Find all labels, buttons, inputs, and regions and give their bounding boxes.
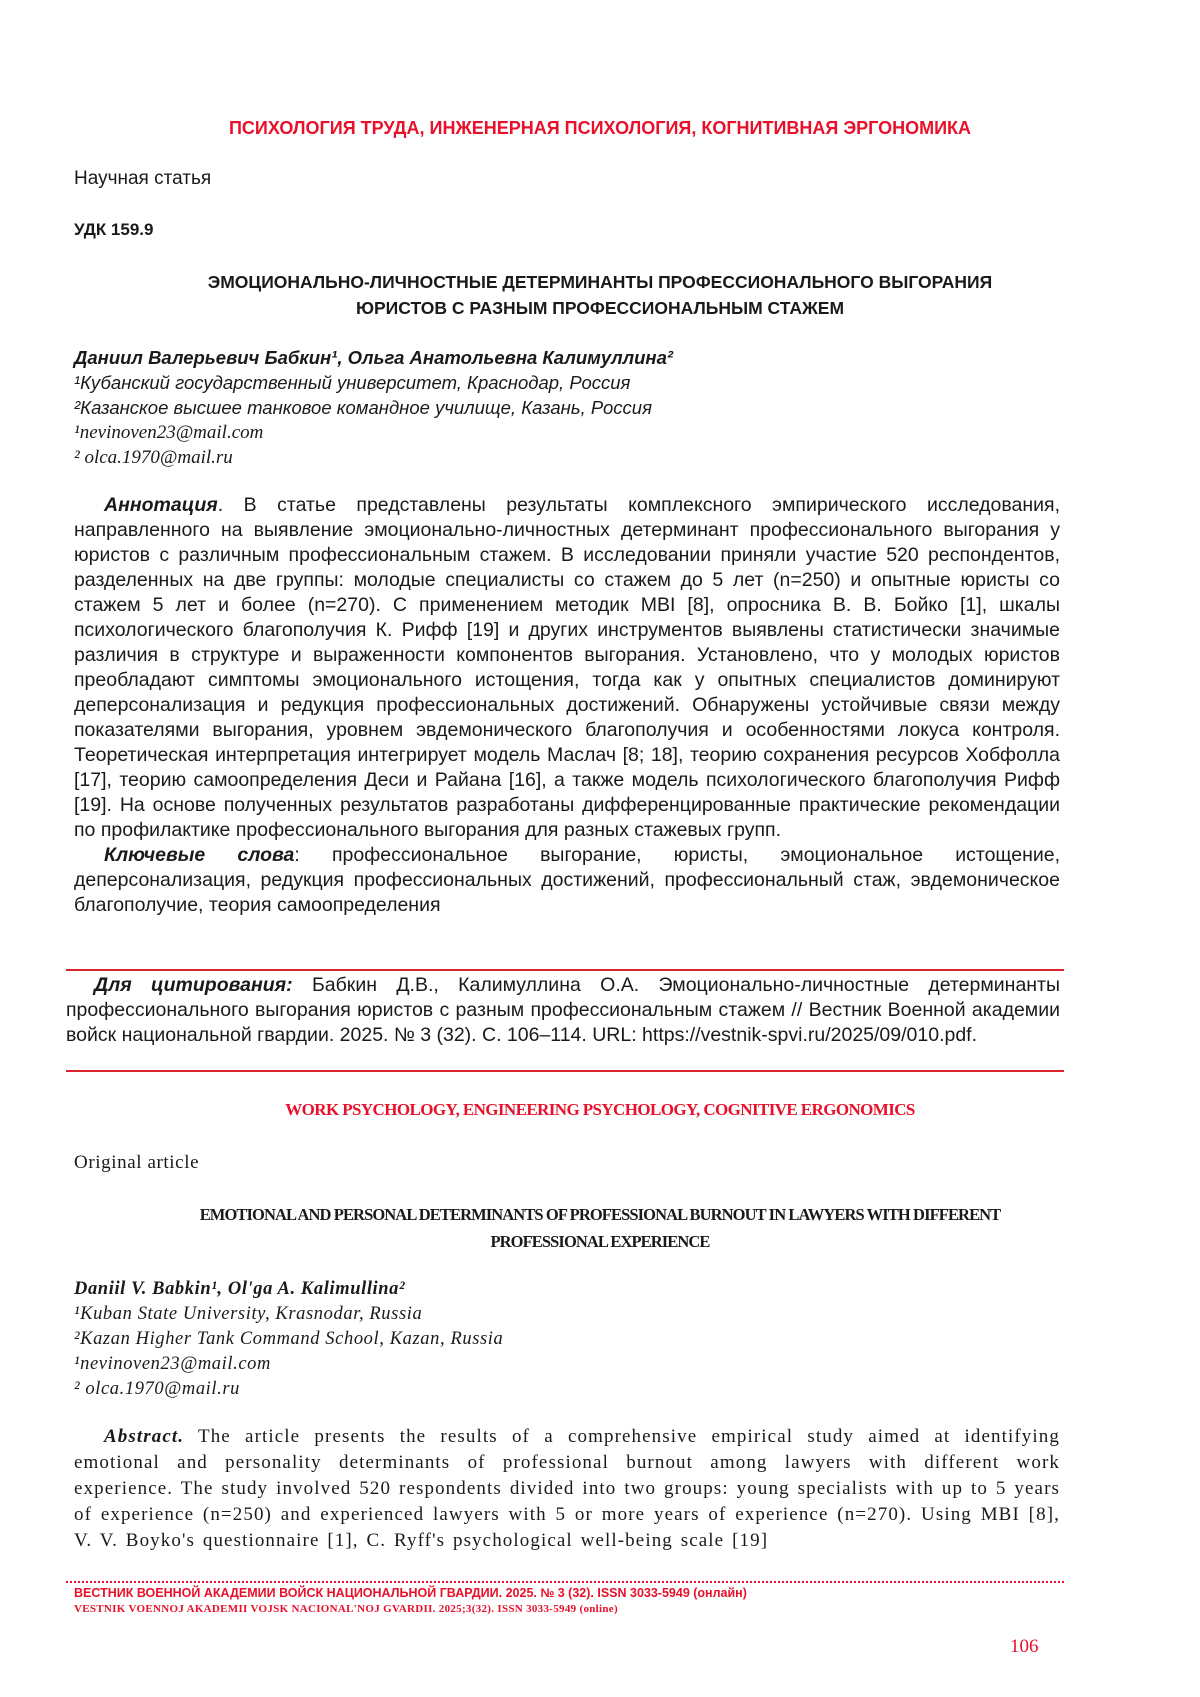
divider-top [66,969,1064,971]
footer-journal-en: VESTNIK VOENNOJ AKADEMII VOJSK NACIONAL'NOJ GVARDII. 2025;3(32). ISSN 3033-5949 (online) [74,1603,618,1615]
footer-divider [66,1581,1064,1583]
abstract-en [74,1424,1060,1554]
section-heading-en: WORK PSYCHOLOGY, ENGINEERING PSYCHOLOGY, COGNITIVE ERGONOMICS [285,1100,915,1119]
keywords-text: : профессиональное выгорание, юристы, эмоциональное истощение, деперсонализация, редукция профессиональных достижений, профессиональный стаж, эвдемоническое благополучие, теория самоопределения [74,844,1061,916]
email-2-en: ² olca.1970@mail.ru [74,1379,241,1399]
authors-ru: Даниил Валерьевич Бабкин¹, Ольга Анатольевна Калимуллина² [74,347,674,368]
affiliation-2-en: ²Kazan Higher Tank Command School, Kazan, Russia [74,1329,504,1349]
abstract-ru [74,493,1060,918]
keywords-label: Ключевые слова [104,844,295,866]
affiliation-1-en: ¹Kuban State University, Krasnodar, Russia [74,1304,423,1324]
abstract-label-ru: Аннотация [104,494,218,516]
affiliation-1-ru: ¹Кубанский государственный университет, Краснодар, Россия [74,372,631,393]
article-title-ru [60,269,1140,321]
authors-en: Daniil V. Babkin¹, Ol'ga A. Kalimullina² [74,1279,406,1299]
authors-block-en [74,1277,503,1402]
divider-bottom [66,1070,1064,1072]
title-line-1: ЭМОЦИОНАЛЬНО-ЛИЧНОСТНЫЕ ДЕТЕРМИНАНТЫ ПРОФЕССИОНАЛЬНОГО ВЫГОРАНИЯ [207,272,993,292]
section-heading-ru: ПСИХОЛОГИЯ ТРУДА, ИНЖЕНЕРНАЯ ПСИХОЛОГИЯ, КОГНИТИВНАЯ ЭРГОНОМИКА [228,118,972,138]
title-line-2-en: PROFESSIONAL EXPERIENCE [490,1232,710,1251]
article-type-ru: Научная статья [74,168,212,189]
abstract-text-en: The article presents the results of a comprehensive empirical study aimed at identifying emotional and personality determinants of professional burnout among lawyers with different work experience. The study involved 520 respondents divided into two groups: young specialists with up to 5 years of experience (n=250) and experienced lawyers with 5 or more years of experience (n=270). Using MBI [8], V. V. Boyko's questionnaire [1], C. Ryff's psychological well-being scale [19] [74,1426,1060,1551]
abstract-text-ru: . В статье представлены результаты комплексного эмпирического исследования, направленного на выявление эмоционально-личностных детерминант профессионального выгорания у юристов с различным профессиональным стажем. В исследовании приняли участие 520 респондентов, разделенных на две группы: молодые специалисты со стажем до 5 лет (n=250) и опытные юристы со стажем 5 лет и более (n=270). С применением методик MBI [8], опросника В. В. Бойко [1], шкалы психологического благополучия К. Рифф [19] и других инструментов выявлены статистически значимые различия в структуре и выраженности компонентов выгорания. Установлено, что у молодых юристов преобладают симптомы эмоционального истощения, тогда как у опытных специалистов доминируют деперсонализация и редукция профессиональных достижений. Обнаружены устойчивые связи между показателями выгорания, уровнем эвдемонического благополучия и особенностями локуса контроля. Теоретическая интерпретация интегрирует модель Маслач [8; 18], теорию сохранения ресурсов Хобфолла [17], теорию самоопределения Деси и Райана [16], а также модель психологического благополучия Рифф [19]. На основе полученных результатов разработаны дифференцированные практические рекомендации по профилактике профессионального выгорания для разных стажевых групп. [74,494,1060,841]
udk-code: УДК 159.9 [74,220,154,239]
abstract-label-en: Abstract. [104,1426,185,1447]
article-type-en: Original article [74,1152,200,1173]
email-1-ru: ¹nevinoven23@mail.com [74,422,264,443]
article-title-en [60,1201,1140,1255]
title-line-2: ЮРИСТОВ С РАЗНЫМ ПРОФЕССИОНАЛЬНЫМ СТАЖЕМ [355,298,845,318]
authors-block-ru [74,345,673,470]
title-line-1-en: EMOTIONAL AND PERSONAL DETERMINANTS OF PROFESSIONAL BURNOUT IN LAWYERS WITH DIFFERENT [199,1205,1001,1224]
email-1-en: ¹nevinoven23@mail.com [74,1354,271,1374]
email-2-ru: ² olca.1970@mail.ru [74,447,233,468]
citation-block [66,973,1060,1048]
footer-journal-ru: ВЕСТНИК ВОЕННОЙ АКАДЕМИИ ВОЙСК НАЦИОНАЛЬНОЙ ГВАРДИИ. 2025. № 3 (32). ISSN 3033-5949 (онлайн) [74,1586,747,1600]
citation-text: Бабкин Д.В., Калимуллина О.А. Эмоционально-личностные детерминанты профессионального выгорания юристов с разным профессиональным стажем // Вестник Военной академии войск национальной гвардии. 2025. № 3 (32). С. 106–114. URL: https://vestnik-spvi.ru/2025/09/010.pdf. [66,974,1061,1046]
affiliation-2-ru: ²Казанское высшее танковое командное училище, Казань, Россия [74,397,652,418]
page-number: 106 [1010,1636,1039,1657]
citation-label: Для цитирования: [94,974,293,996]
